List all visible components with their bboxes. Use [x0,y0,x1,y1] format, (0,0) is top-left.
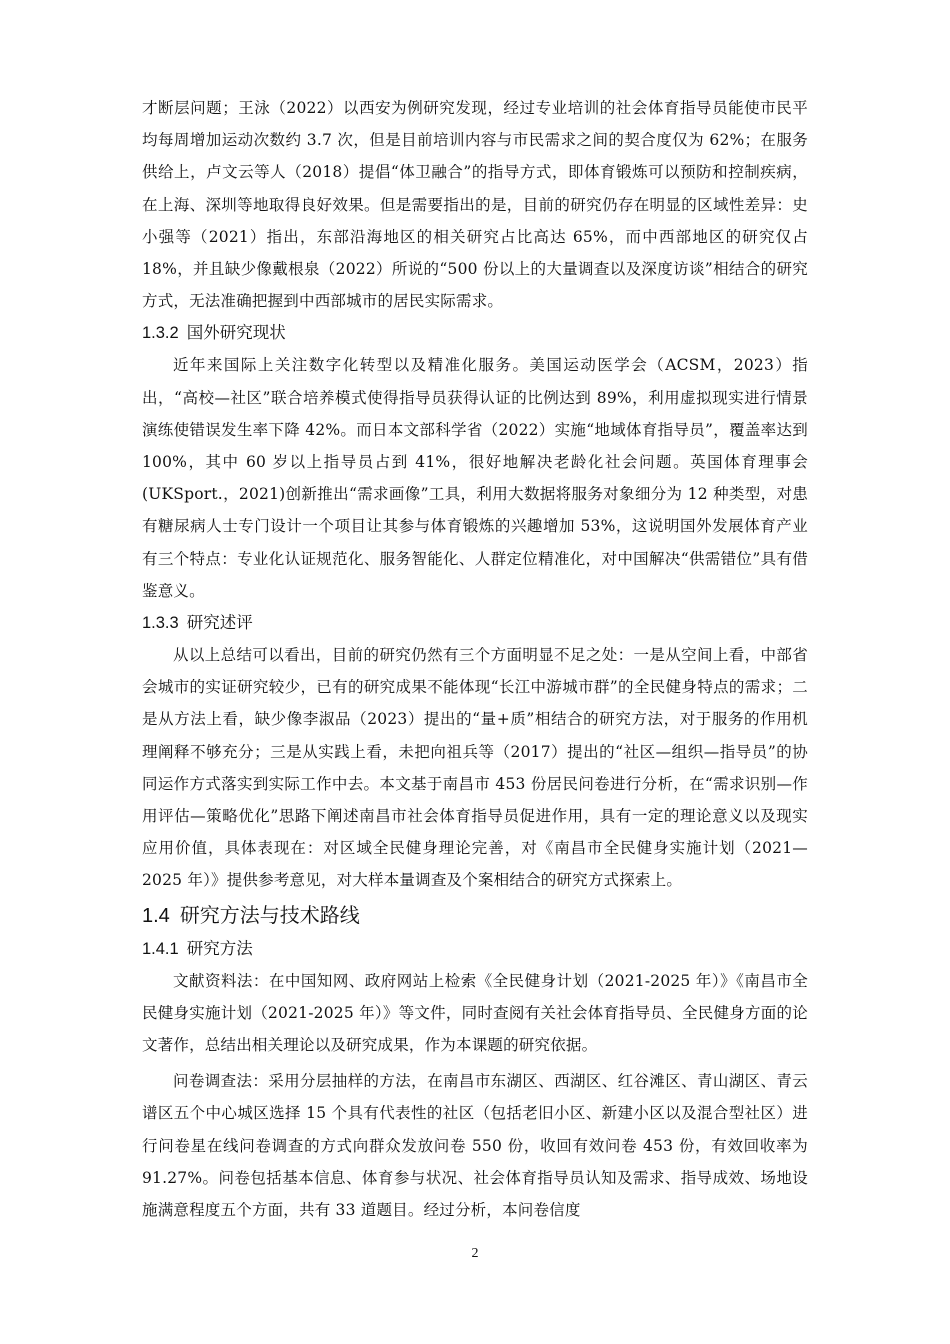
section-heading-1-4-1 [142,933,808,965]
section-number: 1.3.3 [142,614,179,633]
paragraph-foreign-research: 近年来国际上关注数字化转型以及精准化服务。美国运动医学会（ACSM，2023）指出，“高校—社区”联合培养模式使得指导员获得认证的比例达到 89%，利用虚拟现实进行情景演练使错误发生率下降 42%。而日本文部科学省（2022）实施“地域体育指导员”，覆盖率达到 100%，其中 60 岁以上指导员占到 41%，很好地解决老龄化社会问题。英国体育理事会(UKSport.，2021)创新推出“需求画像”工具，利用大数据将服务对象细分为 12 种类型，对患有糖尿病人士专门设计一个项目让其参与体育锻炼的兴趣增加 53%，这说明国外发展体育产业有三个特点：专业化认证规范化、服务智能化、人群定位精准化，对中国解决“供需错位”具有借鉴意义。 [142,356,808,600]
page-number: 2 [471,1246,479,1261]
paragraph-literature-method: 文献资料法：在中国知网、政府网站上检索《全民健身计划（2021-2025 年）》《南昌市全民健身实施计划（2021-2025 年）》等文件，同时查阅有关社会体育指导员、全民健身方面的论文著作，总结出相关理论以及研究成果，作为本课题的研究依据。 [142,971,808,1055]
body-text-column [142,92,808,1226]
paragraph-domestic-research-continued: 才断层问题；王泳（2022）以西安为例研究发现，经过专业培训的社会体育指导员能使市民平均每周增加运动次数约 3.7 次，但是目前培训内容与市民需求之间的契合度仅为 62%；在服务供给上，卢文云等人（2018）提倡“体卫融合”的指导方式，即体育锻炼可以预防和控制疾病，在上海、深圳等地取得良好效果。但是需要指出的是，目前的研究仍存在明显的区域性差异：史小强等（2021）指出，东部沿海地区的相关研究占比高达 65%，而中西部地区的研究仅占 18%，并且缺少像戴根泉（2022）所说的“500 份以上的大量调查以及深度访谈”相结合的研究方式，无法准确把握到中西部城市的居民实际需求。 [142,99,808,311]
section-title: 研究方法与技术路线 [179,902,360,927]
section-heading-1-4 [142,897,808,933]
section-number: 1.3.2 [142,324,179,343]
section-number: 1.4 [142,904,170,927]
section-title: 研究述评 [186,613,253,633]
section-heading-1-3-2 [142,317,808,349]
paragraph-research-review: 从以上总结可以看出，目前的研究仍然有三个方面明显不足之处：一是从空间上看，中部省会城市的实证研究较少，已有的研究成果不能体现“长江中游城市群”的全民健身特点的需求；二是从方法上看，缺少像李淑品（2023）提出的“量+质”相结合的研究方法，对于服务的作用机理阐释不够充分；三是从实践上看，未把向祖兵等（2017）提出的“社区—组织—指导员”的协同运作方式落实到实际工作中去。本文基于南昌市 453 份居民问卷进行分析，在“需求识别—作用评估—策略优化”思路下阐述南昌市社会体育指导员促进作用，具有一定的理论意义以及现实应用价值，具体表现在：对区域全民健身理论完善，对《南昌市全民健身实施计划（2021—2025 年）》提供参考意见，对大样本量调查及个案相结合的研究方式探索上。 [142,646,808,890]
section-title: 国外研究现状 [186,323,286,343]
section-heading-1-3-3 [142,607,808,639]
section-number: 1.4.1 [142,939,179,958]
paragraph-questionnaire-method: 问卷调查法：采用分层抽样的方法，在南昌市东湖区、西湖区、红谷滩区、青山湖区、青云谱区五个中心城区选择 15 个具有代表性的社区（包括老旧小区、新建小区以及混合型社区）进行问卷星在线问卷调查的方式向群众发放问卷 550 份，收回有效问卷 453 份，有效回收率为 91.27%。问卷包括基本信息、体育参与状况、社会体育指导员认知及需求、指导成效、场地设施满意程度五个方面，共有 33 道题目。经过分析，本问卷信度 [142,1072,808,1220]
section-title: 研究方法 [186,938,253,958]
